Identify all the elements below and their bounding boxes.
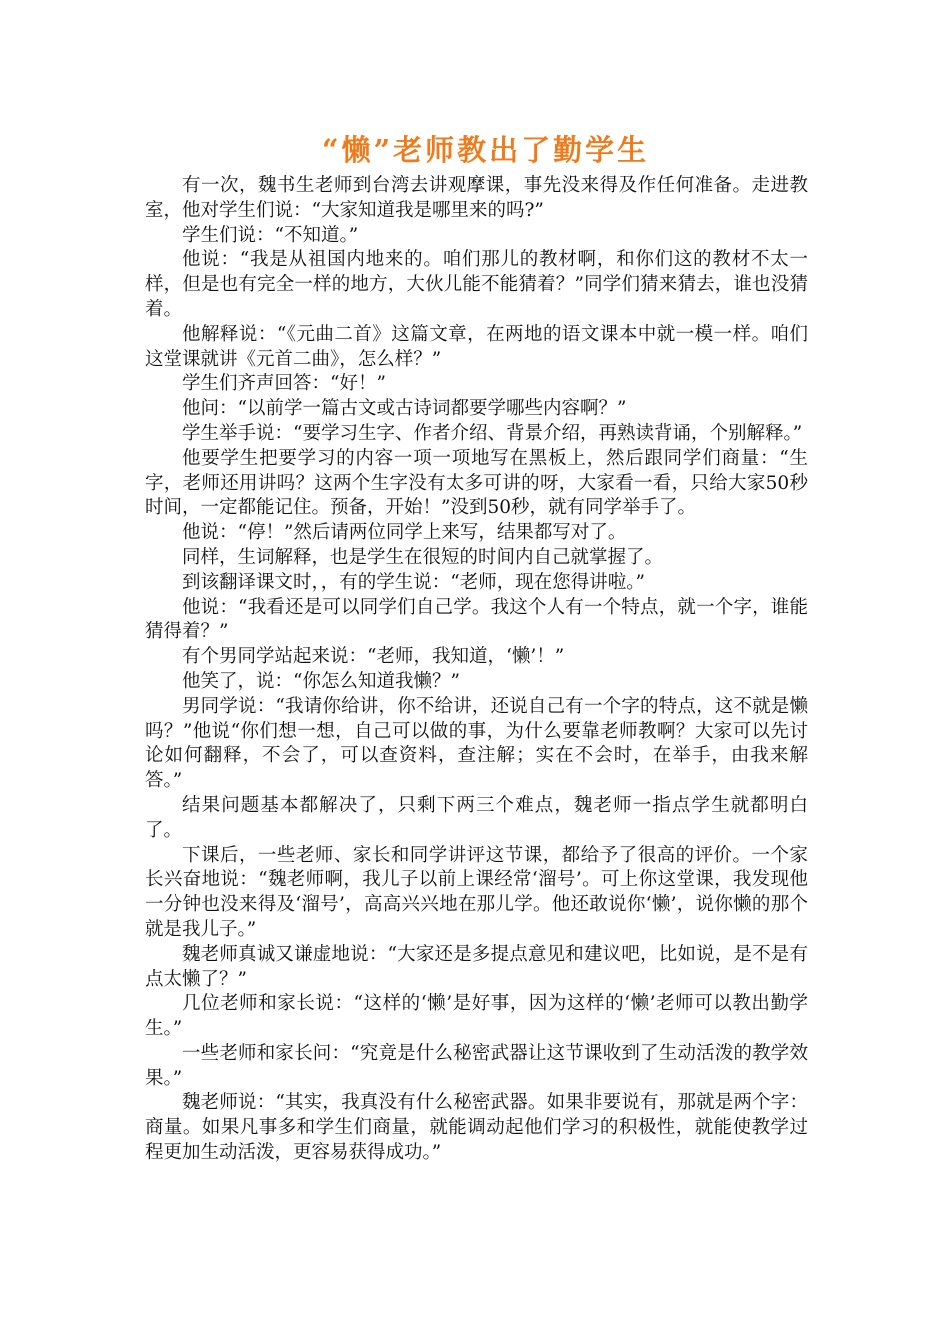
paragraph-12: 他说：“我看还是可以同学们自己学。我这个人有一个特点，就一个字，谁能猜得着？” [145,596,808,643]
paragraph-8: 他要学生把要学习的内容一项一项地写在黑板上，然后跟同学们商量：“生字，老师还用讲吗？这两个生字没有太多可讲的呀，大家看一看，只给大家50秒时间，一定都能记住。预备，开始！”没到50秒，就有同学举手了。 [145,447,808,519]
paragraph-10: 同样，生词解释，也是学生在很短的时间内自己就掌握了。 [182,546,664,568]
paragraph-18: 魏老师真诚又谦虚地说：“大家还是多提点意见和建议吧，比如说，是不是有点太懒了？” [145,943,808,990]
paragraph-4: 他解释说：“《元曲二首》这篇文章，在两地的语文课本中就一模一样。咱们这堂课就讲《元首二曲》，怎么样？” [145,323,808,370]
article-body [145,174,808,1166]
paragraph-13: 有个男同学站起来说：“老师，我知道，‘懒’！” [182,646,565,668]
paragraph-15: 男同学说：“我请你给讲，你不给讲，还说自己有一个字的特点，这不就是懒吗？”他说“你们想一想，自己可以做的事，为什么要靠老师教啊？大家可以先讨论如何翻释，不会了，可以查资料，查注解；实在不会时，在举手，由我来解答。” [145,695,808,792]
paragraph-19: 几位老师和家长说：“这样的‘懒’是好事，因为这样的‘懒’老师可以教出勤学生。” [145,993,808,1040]
paragraph-21: 魏老师说：“其实，我真没有什么秘密武器。如果非要说有，那就是两个字：商量。如果凡事多和学生们商量，就能调动起他们学习的积极性，就能使教学过程更加生动活泼，更容易获得成功。” [145,1092,808,1164]
paragraph-5: 学生们齐声回答：“好！” [182,373,386,395]
paragraph-3: 他说：“我是从祖国内地来的。咱们那儿的教材啊，和你们这的教材不太一样，但是也有完全一样的地方，大伙儿能不能猜着？”同学们猜来猜去，谁也没猜着。 [145,249,808,320]
paragraph-11: 到该翻译课文时，，有的学生说：“老师，现在您得讲啦。” [182,571,645,593]
paragraph-9: 他说：“停！”然后请两位同学上来写，结果都写对了。 [182,522,627,544]
paragraph-16: 结果问题基本都解决了，只剩下两三个难点，魏老师一指点学生就都明白了。 [145,794,808,841]
paragraph-1: 有一次，魏书生老师到台湾去讲观摩课，事先没来得及作任何准备。走进教室，他对学生们说：“大家知道我是哪里来的吗?” [145,175,808,221]
paragraph-14: 他笑了，说：“你怎么知道我懒？” [182,670,460,692]
paragraph-17: 下课后，一些老师、家长和同学讲评这节课，都给予了很高的评价。一个家长兴奋地说：“魏老师啊，我儿子以前上课经常‘溜号’。可上你这堂课，我发现他一分钟也没来得及‘溜号’，高高兴兴地在那儿学。他还敢说你‘懒’，说你懒的那个就是我儿子。” [145,844,808,940]
paragraph-20: 一些老师和家长问：“究竟是什么秘密武器让这节课收到了生动活泼的教学效果。” [145,1042,808,1089]
paragraph-7: 学生举手说：“要学习生字、作者介绍、背景介绍，再熟读背诵，个别解释。” [182,422,803,444]
article-title: “懒”老师教出了勤学生 [321,133,650,167]
document-page [145,128,808,1166]
paragraph-6: 他问：“以前学一篇古文或古诗词都要学哪些内容啊？” [182,398,627,420]
paragraph-2: 学生们说：“不知道。” [182,224,359,246]
